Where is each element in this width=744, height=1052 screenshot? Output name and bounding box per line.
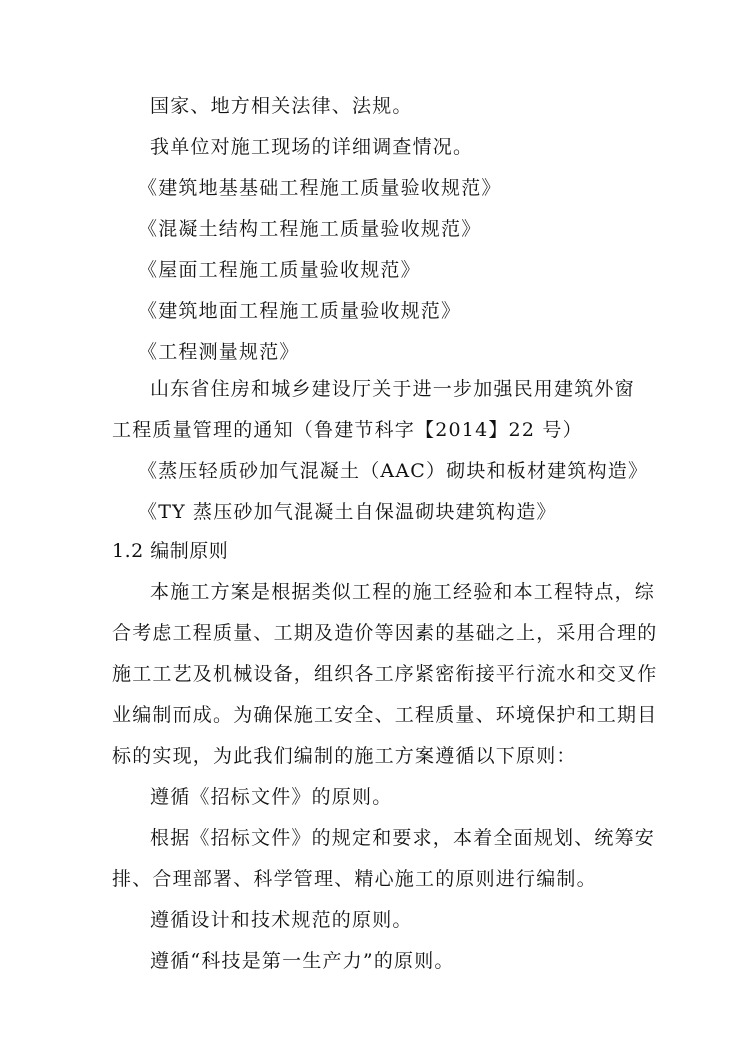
principle-design-codes: 遵循设计和技术规范的原则。: [150, 909, 413, 931]
notice-line-1: 山东省住房和城乡建设厅关于进一步加强民用建筑外窗: [150, 378, 635, 400]
basis-item-laws: 国家、地方相关法律、法规。: [150, 95, 413, 117]
principle-tender-detail-line-2: 排、合理部署、科学管理、精心施工的原则进行编制。: [112, 868, 597, 890]
notice-line-2: 工程质量管理的通知（鲁建节科字【2014】22 号）: [112, 419, 583, 441]
intro-line-5: 标的实现，为此我们编制的施工方案遵循以下原则：: [112, 745, 577, 767]
intro-line-4: 业编制而成。为确保施工安全、工程质量、环境保护和工期目: [112, 704, 658, 726]
basis-item-ty-standard: 《TY 蒸压砂加气混凝土自保温砌块建筑构造》: [138, 501, 557, 523]
intro-line-1: 本施工方案是根据类似工程的施工经验和本工程特点，综: [150, 581, 656, 603]
basis-item-site-survey: 我单位对施工现场的详细调查情况。: [150, 136, 474, 158]
intro-line-3: 施工工艺及机械设备，组织各工序紧密衔接平行流水和交叉作: [112, 663, 658, 685]
principle-tender-detail-line-1: 根据《招标文件》的规定和要求，本着全面规划、统筹安: [150, 827, 656, 849]
principle-technology: 遵循“科技是第一生产力”的原则。: [150, 950, 455, 972]
basis-item-floor-code: 《建筑地面工程施工质量验收规范》: [138, 300, 462, 322]
basis-item-aac-standard: 《蒸压轻质砂加气混凝土（AAC）砌块和板材建筑构造》: [138, 460, 649, 482]
section-heading: 1.2 编制原则: [112, 540, 229, 562]
basis-item-concrete-code: 《混凝土结构工程施工质量验收规范》: [138, 218, 482, 240]
intro-line-2: 合考虑工程质量、工期及造价等因素的基础之上，采用合理的: [112, 622, 658, 644]
basis-item-roof-code: 《屋面工程施工质量验收规范》: [138, 259, 421, 281]
principle-tender-docs: 遵循《招标文件》的原则。: [150, 786, 393, 808]
basis-item-foundation-code: 《建筑地基基础工程施工质量验收规范》: [138, 177, 502, 199]
basis-item-survey-code: 《工程测量规范》: [138, 341, 300, 363]
